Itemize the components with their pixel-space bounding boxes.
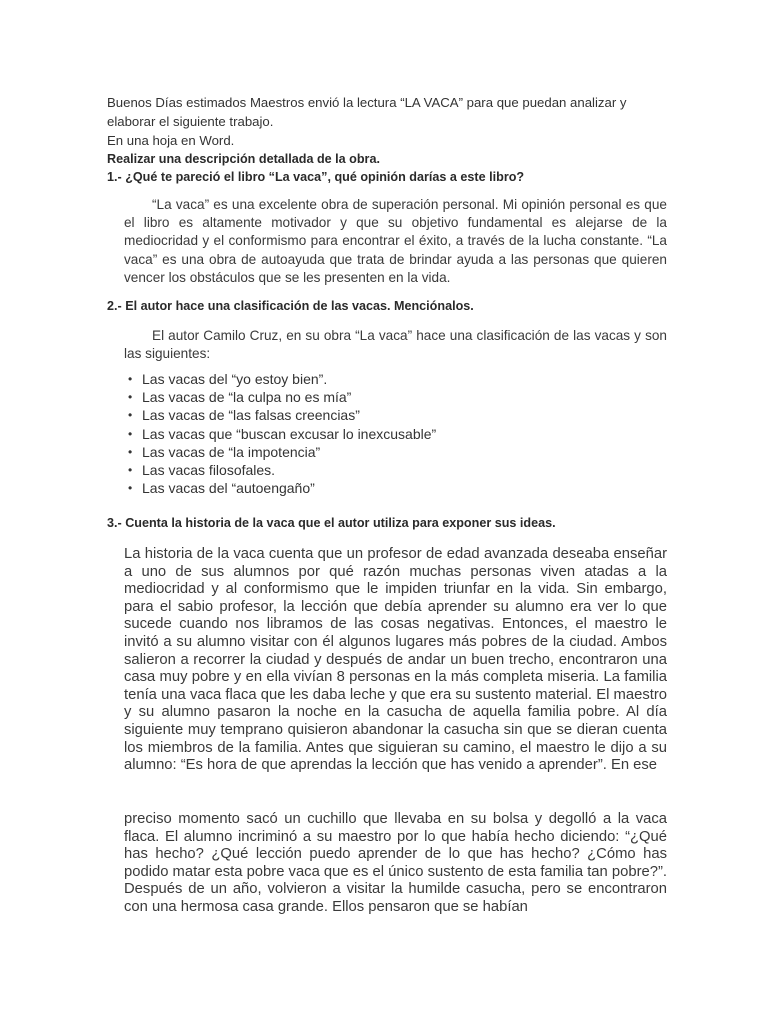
question-2-answer: El autor Camilo Cruz, en su obra “La vaca” hace una clasificación de las vacas y son las siguientes: <box>124 328 667 362</box>
bullet-icon: • <box>128 390 133 405</box>
bullet-icon: • <box>128 372 133 386</box>
list-item: • Las vacas del “autoengaño” <box>128 480 315 497</box>
cow-classification-list <box>128 370 628 497</box>
list-item: • Las vacas del “yo estoy bien”. <box>128 371 328 387</box>
list-item: • Las vacas que “buscan excusar lo inexcusable” <box>128 425 437 442</box>
bullet-icon: • <box>128 481 133 496</box>
intro-task: Realizar una descripción detallada de la obra. <box>107 152 380 166</box>
question-1-answer: “La vaca” es una excelente obra de superación personal. Mi opinión personal es que el libro es altamente motivador y que su objetivo fundamental es alejarse de la mediocridad y el conformismo para encontrar el éxito, a través de la lucha constante. “La vaca” es una obra de autoayuda que trata de brindar ayuda a las personas que quieren vencer los obstáculos que se les presenten en la vida. <box>124 197 667 285</box>
bullet-icon: • <box>128 408 133 423</box>
list-item: • Las vacas de “las falsas creencias” <box>128 407 360 424</box>
question-1-heading: 1.- ¿Qué te pareció el libro “La vaca”, qué opinión darías a este libro? <box>107 170 525 184</box>
intro-block <box>107 93 667 169</box>
intro-instruction: En una hoja en Word. <box>107 133 235 148</box>
story-paragraph-2: preciso momento sacó un cuchillo que llevaba en su bolsa y degolló a la vaca flaca. El alumno incriminó a su maestro por lo que había hecho diciendo: “¿Qué has hecho? ¿Qué lección puedo aprender de lo que has hecho? ¿Cómo has podido matar esta pobre vaca que es el único sustento de esta familia tan pobre?”. Después de un año, volvieron a visitar la humilde casucha, pero se encontraron con una hermosa casa grande. Ellos pensaron que se habían <box>124 811 667 915</box>
question-2-heading: 2.- El autor hace una clasificación de las vacas. Menciónalos. <box>107 299 474 313</box>
intro-greeting: Buenos Días estimados Maestros envió la lectura “LA VACA” para que puedan analizar y elaborar el siguiente trabajo. <box>107 95 627 129</box>
list-item: • Las vacas de “la culpa no es mía” <box>128 389 352 406</box>
bullet-icon: • <box>128 426 133 441</box>
bullet-icon: • <box>128 463 133 478</box>
story-paragraph-1: La historia de la vaca cuenta que un profesor de edad avanzada deseaba enseñar a uno de sus alumnos por qué razón muchas personas viven atadas a la mediocridad y al conformismo que le impiden triunfar en la vida. Sin embargo, para el sabio profesor, la lección que debía aprender su alumno era ver lo que sucede cuando nos libramos de las cosas negativas. Entonces, el maestro le invitó a su alumno visitar con él algunos lugares más pobres de la ciudad. Ambos salieron a recorrer la ciudad y después de andar un buen trecho, encontraron una casa muy pobre y en ella vivían 8 personas en la más completa miseria. La familia tenía una vaca flaca que les daba leche y que era su sustento material. El maestro y su alumno pasaron la noche en la casucha de aquella familia pobre. Al día siguiente muy temprano quisieron abandonar la casucha sin que se dieran cuenta los miembros de la familia. Antes que siguieran su camino, el maestro le dijo a su alumno: “Es hora de que aprendas la lección que has venido a aprender”. En ese <box>124 546 667 774</box>
list-item: • Las vacas de “la impotencia” <box>128 443 321 460</box>
bullet-icon: • <box>128 444 133 459</box>
list-item: • Las vacas filosofales. <box>128 462 276 479</box>
question-3-heading: 3.- Cuenta la historia de la vaca que el autor utiliza para exponer sus ideas. <box>107 516 556 530</box>
